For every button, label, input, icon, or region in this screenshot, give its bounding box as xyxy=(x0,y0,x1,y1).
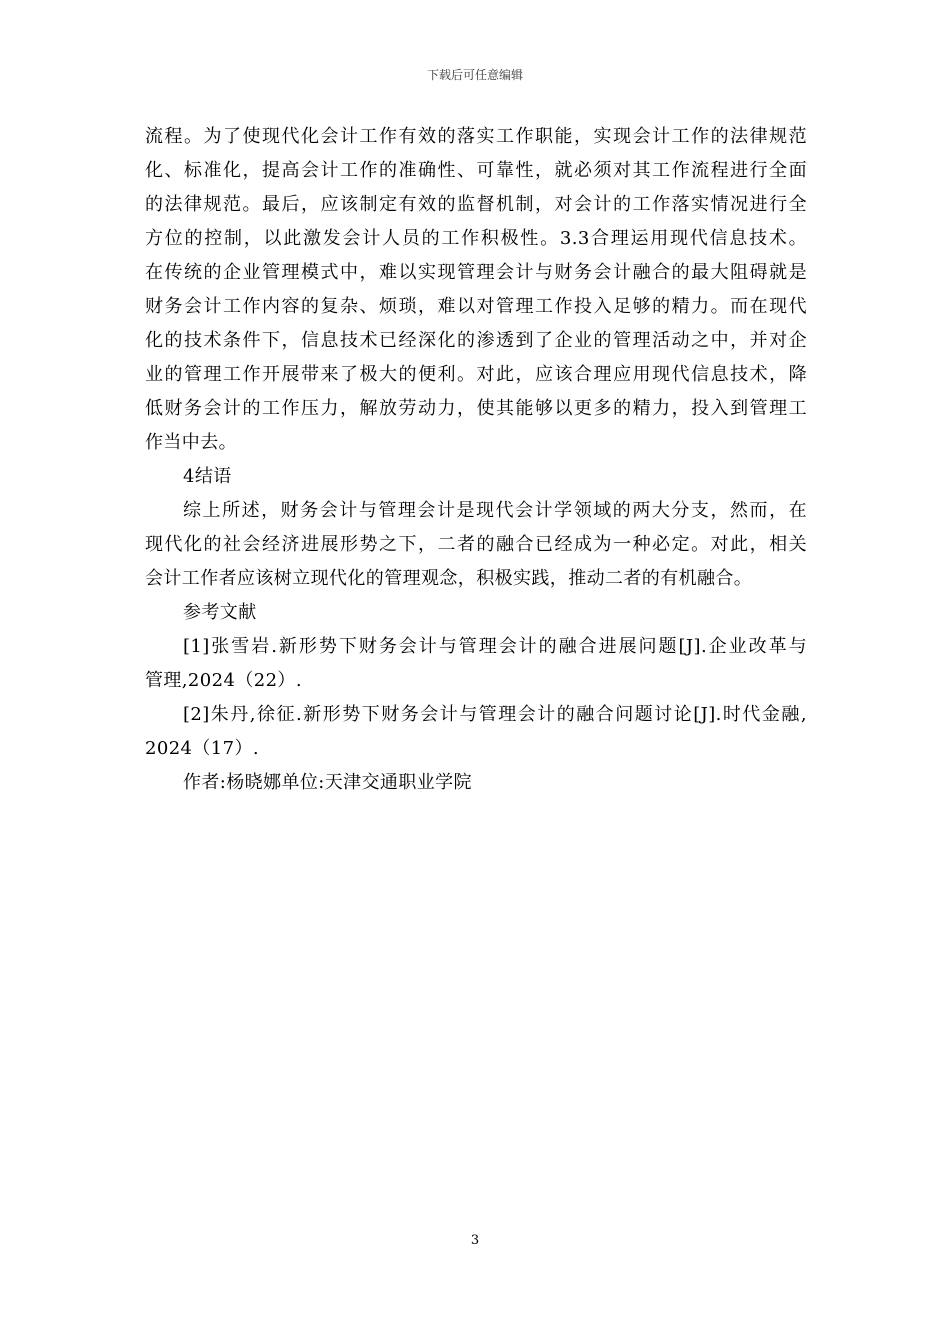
reference-1-line: 管理,2024（22）. xyxy=(145,670,302,691)
paragraph-line: 化的技术条件下，信息技术已经深化的渗透到了企业的管理活动之中，并对企 xyxy=(145,330,807,351)
paragraph-line: 财务会计工作内容的复杂、烦琐，难以对管理工作投入足够的精力。而在现代 xyxy=(145,296,807,317)
page-number: 3 xyxy=(470,1233,480,1248)
paragraph-line: 作当中去。 xyxy=(145,432,237,453)
document-body xyxy=(145,120,807,800)
page-header: 下载后可任意编辑 xyxy=(426,68,523,82)
paragraph-line: 的法律规范。最后，应该制定有效的监督机制，对会计的工作落实情况进行全 xyxy=(145,194,807,215)
section-heading: 4结语 xyxy=(183,466,232,487)
conclusion-line: 综上所述，财务会计与管理会计是现代会计学领域的两大分支，然而，在 xyxy=(183,500,807,521)
paragraph-line: 业的管理工作开展带来了极大的便利。对此，应该合理应用现代信息技术，降 xyxy=(145,364,807,385)
paragraph-line: 在传统的企业管理模式中，难以实现管理会计与财务会计融合的最大阻碍就是 xyxy=(145,262,807,283)
references-heading: 参考文献 xyxy=(183,602,257,623)
paragraph-line: 低财务会计的工作压力，解放劳动力，使其能够以更多的精力，投入到管理工 xyxy=(145,398,807,419)
reference-1-line: [1]张雪岩.新形势下财务会计与管理会计的融合进展问题[J].企业改革与 xyxy=(183,636,807,657)
conclusion-line: 会计工作者应该树立现代化的管理观念，积极实践，推动二者的有机融合。 xyxy=(145,568,753,589)
author-line: 作者:杨晓娜单位:天津交通职业学院 xyxy=(183,772,472,793)
paragraph-line: 方位的控制，以此激发会计人员的工作积极性。3.3合理运用现代信息技术。 xyxy=(145,228,807,249)
conclusion-line: 现代化的社会经济进展形势之下，二者的融合已经成为一种必定。对此，相关 xyxy=(145,534,807,555)
reference-2-line: [2]朱丹,徐征.新形势下财务会计与管理会计的融合问题讨论[J].时代金融, xyxy=(183,704,807,725)
paragraph-line: 化、标准化，提高会计工作的准确性、可靠性，就必须对其工作流程进行全面 xyxy=(145,160,807,181)
reference-2-line: 2024（17）. xyxy=(145,738,260,759)
paragraph-line: 流程。为了使现代化会计工作有效的落实工作职能，实现会计工作的法律规范 xyxy=(145,126,807,147)
